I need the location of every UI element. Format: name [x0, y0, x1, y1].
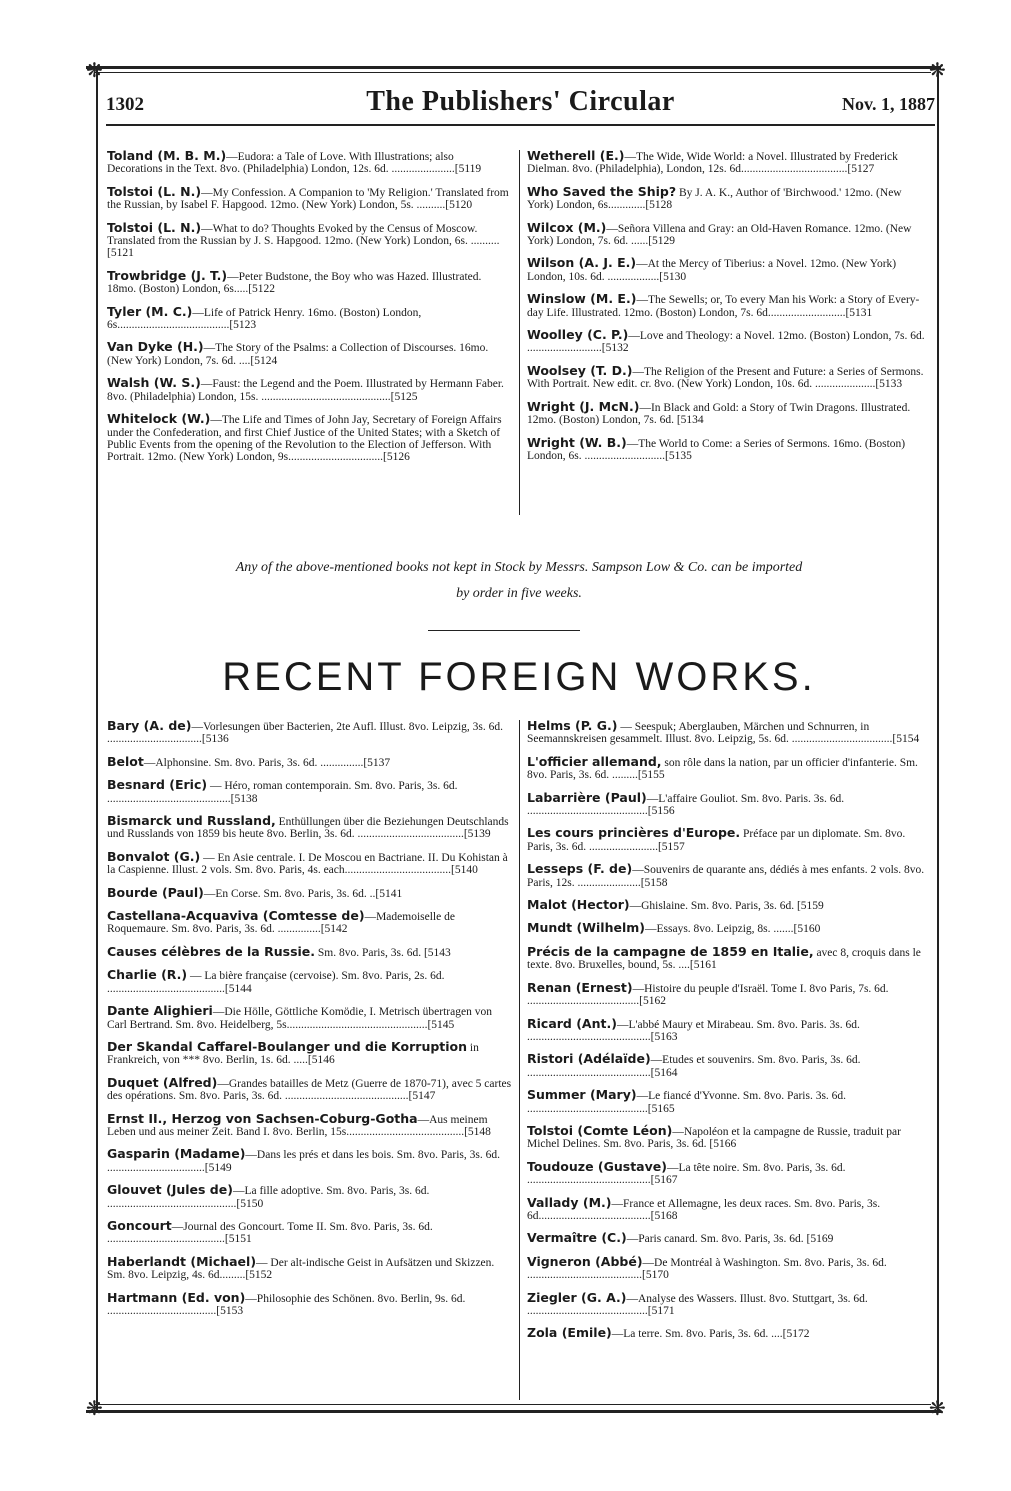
import-notice-line: by order in five weeks.: [456, 586, 582, 601]
book-entry: [527, 789, 929, 818]
book-description: —Napoléon et la campagne de Russie, traduit par Michel Delines. Sm. 8vo. Paris, 3s. 6d. [5166: [527, 1125, 901, 1151]
book-entry: [527, 1194, 929, 1223]
book-entry: [107, 720, 512, 746]
author-name: Whitelock (W.): [107, 411, 211, 427]
author-name: Walsh (W. S.): [107, 375, 201, 391]
book-description: —The Life and Times of John Jay, Secretary of Foreign Affairs under the Confederation, and first Chief Justice of the United States; with a Sketch of Public Events from the opening of the Revolution to the Election of Jefferson. With Portrait. 12mo. (New York) London, 9s.................................[5126: [107, 414, 502, 464]
author-name: Tyler (M. C.): [107, 303, 193, 319]
book-description: —Life of Patrick Henry. 16mo. (Boston) London, 6s.......................................[5123: [107, 306, 422, 332]
author-name: Ricard (Ant.): [527, 1015, 617, 1031]
book-description: —Analyse des Wassers. Illust. 8vo. Stuttgart, 3s. 6d. ..........................................[5171: [527, 1292, 868, 1317]
column-divider: [519, 720, 520, 1400]
book-description: —France et Allemagne, les deux races. Sm. 8vo. Paris, 3s. 6d.......................................[5168: [527, 1197, 881, 1222]
book-entry: [527, 1122, 929, 1151]
author-name: Wetherell (E.): [527, 148, 625, 163]
author-name: Tolstoi (L. N.): [107, 219, 202, 235]
author-name: Wilcox (M.): [527, 219, 607, 235]
author-name: Bourde (Paul): [107, 884, 204, 900]
book-entry: [527, 329, 929, 355]
book-description: —Faust: the Legend and the Poem. Illustrated by Hermann Faber. 8vo. (Philadelphia) London, 15s. .............................................[5125: [107, 378, 504, 403]
book-description: —L'abbé Maury et Mirabeau. Sm. 8vo. Paris. 3s. 6d. ...........................................[5163: [527, 1018, 860, 1043]
author-name: Goncourt: [107, 1217, 172, 1233]
book-description: son rôle dans la nation, par un officier d'infanterie. Sm. 8vo. Paris, 3s. 6d. .........[5155: [527, 756, 918, 782]
author-name: Malot (Hector): [527, 897, 630, 913]
author-name: Hartmann (Ed. von): [107, 1289, 246, 1305]
author-name: Tolstoi (L. N.): [107, 183, 202, 199]
book-entry: [527, 1053, 929, 1079]
book-entry: [527, 827, 929, 853]
author-name: Wright (W. B.): [527, 434, 627, 450]
book-description: —La tête noire. Sm. 8vo. Paris, 3s. 6d. ...........................................[5167: [527, 1161, 846, 1187]
left-border-line: [96, 66, 98, 1412]
book-entry: [107, 1253, 512, 1282]
book-entry: [527, 219, 929, 248]
book-entry: [107, 1038, 512, 1067]
book-description: Sm. 8vo. Paris, 3s. 6d. [5143: [315, 946, 451, 959]
corner-ornament-icon: ❋: [929, 58, 946, 82]
book-description: —Histoire du peuple d'Israël. Tome I. 8vo Paris, 7s. 6d. .......................................[5162: [527, 982, 889, 1008]
right-border-line: [937, 66, 939, 1412]
section-divider: [428, 630, 580, 631]
book-entry: [527, 1089, 929, 1115]
section-heading: RECENT FOREIGN WORKS.: [222, 655, 816, 699]
book-entry: [107, 1217, 512, 1246]
book-entry: [107, 884, 512, 900]
book-description: in Frankreich, von *** 8vo. Berlin, 1s. 6d. .....[5146: [107, 1041, 479, 1067]
book-entry: [107, 815, 512, 841]
bottom-border-inner-rule: [94, 1404, 931, 1405]
book-description: —Etudes et souvenirs. Sm. 8vo. Paris, 3s. 6d. ...........................................[5164: [527, 1054, 861, 1079]
import-notice: [107, 555, 931, 607]
author-name: Zola (Emile): [527, 1325, 612, 1341]
author-name: Wilson (A. J. E.): [527, 255, 637, 271]
author-name: Vigneron (Abbé): [527, 1253, 643, 1269]
foreign-works-right: [527, 720, 929, 1351]
author-name: Bary (A. de): [107, 718, 192, 733]
book-entry: [107, 303, 512, 332]
book-description: —Die Hölle, Göttliche Komödie, I. Metrisch übertragen von Carl Bertrand. Sm. 8vo. Heidelberg, 5s.................................................[5145: [107, 1006, 492, 1031]
book-description: Enthüllungen über die Beziehungen Deutschlands und Russlands von 1859 bis heute 8vo. Berlin, 3s. 6d. .....................................[5139: [107, 816, 509, 841]
book-entry: [527, 362, 929, 391]
book-description: —Le fiancé d'Yvonne. Sm. 8vo. Paris. 3s. 6d. ..........................................[5165: [527, 1090, 847, 1115]
book-description: avec 8, croquis dans le texte. 8vo. Bruxelles, bound, 5s. ....[5161: [527, 946, 921, 972]
author-name: Besnard (Eric): [107, 777, 208, 793]
author-name: L'officier allemand,: [527, 753, 662, 769]
author-name: Wright (J. McN.): [527, 398, 640, 414]
book-description: Préface par un diplomate. Sm. 8vo. Paris, 3s. 6d. ........................[5157: [527, 828, 906, 853]
book-entry: [527, 922, 929, 935]
book-description: —Señora Villena and Gray: an Old-Haven Romance. 12mo. (New York) London, 7s. 6d. ......[5129: [527, 222, 912, 248]
author-name: Summer (Mary): [527, 1087, 637, 1103]
author-name: Castellana-Acquaviva (Comtesse de): [107, 908, 365, 924]
book-entry: [107, 1184, 512, 1210]
author-name: Ziegler (G. A.): [527, 1289, 627, 1305]
book-description: —In Black and Gold: a Story of Twin Dragons. Illustrated. 12mo. (Boston) London, 7s. 6d. [5134: [527, 401, 911, 427]
book-description: —The Religion of the Present and Future: a Series of Sermons. With Portrait. New edit. cr. 8vo. (New York) London, 10s. 6d. .....................[5133: [527, 365, 924, 391]
author-name: Belot: [107, 753, 144, 769]
book-entry: [107, 1289, 512, 1318]
book-description: —Philosophie des Schönen. 8vo. Berlin, 9s. 6d. ......................................[5153: [107, 1292, 466, 1317]
author-name: Helms (P. G.): [527, 718, 618, 733]
author-name: Mundt (Wilhelm): [527, 920, 645, 936]
book-description: —Love and Theology: a Novel. 12mo. (Boston) London, 7s. 6d. ..........................[5132: [527, 330, 925, 355]
author-name: Tolstoi (Comte Léon): [527, 1122, 673, 1138]
book-description: —La terre. Sm. 8vo. Paris, 3s. 6d. ....[5172: [611, 1328, 810, 1341]
book-list-left: [107, 150, 512, 474]
book-list-right: [527, 150, 929, 472]
book-entry: [107, 969, 512, 995]
corner-ornament-icon: ❋: [86, 58, 103, 82]
book-description: —Alphonsine. Sm. 8vo. Paris, 3s. 6d. ...............[5137: [143, 756, 391, 769]
book-description: — Seespuk; Aberglauben, Märchen und Schnurren, in Seemannskreisen gesammelt. Illust. 8vo. Leipzig, 5s. 6d. ...................................[5154: [527, 721, 920, 746]
book-entry: [107, 1148, 512, 1174]
book-entry: [107, 219, 512, 260]
author-name: Renan (Ernest): [527, 979, 633, 995]
book-description: —The Sewells; or, To every Man his Work: a Story of Every-day Life. Illustrated. 12mo. (Boston) London, 7s. 6d...........................[5131: [527, 294, 920, 319]
author-name: Gasparin (Madame): [107, 1146, 246, 1162]
book-entry: [107, 943, 512, 959]
book-entry: [527, 1289, 929, 1318]
book-description: —Ghislaine. Sm. 8vo. Paris, 3s. 6d. [5159: [629, 900, 824, 913]
book-description: —Essays. 8vo. Leipzig, 8s. .......[5160: [644, 923, 821, 936]
book-entry: [527, 943, 929, 972]
book-description: — Héro, roman contemporain. Sm. 8vo. Paris, 3s. 6d. ...........................................[5138: [107, 780, 458, 805]
book-description: —What to do? Thoughts Evoked by the Census of Moscow. Translated from the Russian by J. S. Hapgood. 12mo. (New York) London, 6s. ..........[5121: [107, 222, 500, 260]
book-description: —Vorlesungen über Bacterien, 2te Aufl. Illust. 8vo. Leipzig, 3s. 6d. .................................[5136: [107, 721, 504, 746]
author-name: Bismarck und Russland,: [107, 813, 276, 829]
author-name: Les cours princières d'Europe.: [527, 825, 741, 841]
book-entry: [527, 899, 929, 912]
author-name: Ristori (Adélaïde): [527, 1051, 651, 1067]
author-name: Winslow (M. E.): [527, 291, 637, 307]
book-entry: [527, 753, 929, 782]
book-entry: [107, 1005, 512, 1031]
book-entry: [107, 341, 512, 367]
author-name: Charlie (R.): [107, 967, 188, 983]
book-entry: [107, 910, 512, 936]
book-entry: [527, 434, 929, 463]
foreign-works-left: [107, 720, 512, 1327]
author-name: Woolsey (T. D.): [527, 362, 633, 378]
author-name: Dante Alighieri: [107, 1003, 213, 1019]
book-description: —Grandes batailles de Metz (Guerre de 1870-71), avec 5 cartes des opérations. Sm. 8vo. Paris, 3s. 6d. ...........................................[5147: [107, 1077, 512, 1103]
import-notice-line: Any of the above-mentioned books not kept in Stock by Messrs. Sampson Low & Co. can be imported: [235, 560, 803, 575]
book-entry: [527, 398, 929, 427]
book-description: —Eudora: a Tale of Love. With Illustrations; also Decorations in the Text. 8vo. (Philadelphia) London, 12s. 6d. ......................[5119: [107, 151, 482, 176]
header-rule: [106, 124, 935, 126]
book-description: —Paris canard. Sm. 8vo. Paris, 3s. 6d. [5169: [626, 1233, 834, 1246]
author-name: Toudouze (Gustave): [527, 1158, 667, 1174]
book-entry: [527, 1015, 929, 1044]
book-entry: [527, 183, 929, 212]
book-entry: [107, 413, 512, 464]
book-description: —En Corse. Sm. 8vo. Paris, 3s. 6d. ..[5141: [203, 887, 403, 900]
book-entry: [107, 848, 512, 877]
book-description: —The Wide, Wide World: a Novel. Illustrated by Frederick Dielman. 8vo. (Philadelphia), London, 12s. 6d.....................................[5127: [527, 151, 898, 176]
book-entry: [527, 1327, 929, 1340]
book-description: —The World to Come: a Series of Sermons. 16mo. (Boston) London, 6s. ............................[5135: [527, 437, 906, 462]
author-name: Lesseps (F. de): [527, 861, 633, 877]
corner-ornament-icon: ❋: [86, 1396, 103, 1420]
book-description: —De Montréal à Washington. Sm. 8vo. Paris, 3s. 6d. ........................................[5170: [527, 1256, 887, 1282]
book-entry: [527, 1158, 929, 1187]
book-entry: [527, 979, 929, 1008]
book-description: —La fille adoptive. Sm. 8vo. Paris, 3s. 6d. .............................................[5150: [107, 1185, 430, 1210]
author-name: Toland (M. B. M.): [107, 148, 227, 163]
author-name: Woolley (C. P.): [527, 327, 629, 343]
book-description: By J. A. K., Author of 'Birchwood.' 12mo. (New York) London, 6s.............[5128: [527, 186, 902, 212]
author-name: Who Saved the Ship?: [527, 183, 677, 199]
book-description: —Aus meinem Leben und aus meiner Zeit. Band I. 8vo. Berlin, 15s.........................................[5148: [107, 1113, 491, 1138]
bottom-border-rule: [86, 1410, 941, 1413]
column-divider: [519, 150, 520, 515]
book-entry: [527, 863, 929, 889]
author-name: Trowbridge (J. T.): [107, 267, 228, 283]
author-name: Causes célèbres de la Russie.: [107, 943, 316, 959]
journal-title: The Publishers' Circular: [366, 86, 675, 117]
book-description: —Souvenirs de quarante ans, dédiés à mes enfants. 2 vols. 8vo. Paris, 12s. ......................[5158: [527, 864, 925, 889]
book-entry: [107, 753, 512, 769]
author-name: Précis de la campagne de 1859 en Italie,: [527, 943, 814, 959]
book-description: —Mademoiselle de Roquemaure. Sm. 8vo. Paris, 3s. 6d. ...............[5142: [107, 911, 455, 936]
book-entry: [107, 779, 512, 805]
author-name: Duquet (Alfred): [107, 1074, 218, 1090]
book-entry: [527, 1232, 929, 1245]
author-name: Der Skandal Caffarel-Boulanger und die Korruption: [107, 1038, 468, 1054]
book-description: — Der alt-indische Geist in Aufsätzen und Skizzen. Sm. 8vo. Leipzig, 4s. 6d.........[5152: [107, 1256, 495, 1282]
book-entry: [527, 720, 929, 746]
book-entry: [527, 1253, 929, 1282]
book-entry: [527, 257, 929, 283]
author-name: Vallady (M.): [527, 1194, 612, 1210]
book-entry: [107, 183, 512, 212]
book-entry: [527, 293, 929, 319]
author-name: Glouvet (Jules de): [107, 1182, 233, 1198]
author-name: Van Dyke (H.): [107, 339, 204, 355]
book-description: —Journal des Goncourt. Tome II. Sm. 8vo. Paris, 3s. 6d. .........................................[5151: [107, 1220, 433, 1246]
top-border-inner-rule: [94, 72, 931, 73]
author-name: Bonvalot (G.): [107, 848, 201, 864]
corner-ornament-icon: ❋: [929, 1396, 946, 1420]
top-border-rule: [86, 66, 941, 69]
author-name: Ernst II., Herzog von Sachsen-Coburg-Gotha: [107, 1110, 418, 1126]
book-description: —Dans les prés et dans les bois. Sm. 8vo. Paris, 3s. 6d. ..................................[5149: [107, 1149, 500, 1174]
book-entry: [107, 267, 512, 296]
author-name: Vermaître (C.): [527, 1230, 627, 1246]
book-description: —L'affaire Gouliot. Sm. 8vo. Paris. 3s. 6d. ..........................................[5156: [527, 792, 845, 818]
author-name: Haberlandt (Michael): [107, 1253, 257, 1269]
book-entry: [527, 150, 929, 176]
book-description: —At the Mercy of Tiberius: a Novel. 12mo. (New York) London, 10s. 6d. ..................[5130: [527, 258, 897, 283]
book-description: —The Story of the Psalms: a Collection of Discourses. 16mo. (New York) London, 7s. 6d. ....[5124: [107, 342, 489, 367]
book-description: — La bière française (cervoise). Sm. 8vo. Paris, 2s. 6d. .........................................[5144: [107, 970, 445, 995]
book-entry: [107, 150, 512, 176]
page-header: [106, 86, 935, 120]
book-entry: [107, 1074, 512, 1103]
book-entry: [107, 1110, 512, 1139]
book-entry: [107, 377, 512, 403]
issue-date: Nov. 1, 1887: [841, 94, 935, 114]
author-name: Labarrière (Paul): [527, 789, 647, 805]
book-description: — En Asie centrale. I. De Moscou en Bactriane. II. Du Kohistan à la Caspienne. Illust. 2 vols. Sm. 8vo. Paris, 4s. each.....................................[5140: [107, 851, 508, 877]
page-number: 1302: [106, 94, 144, 115]
book-description: —Peter Budstone, the Boy who was Hazed. Illustrated. 18mo. (Boston) London, 6s.....[5122: [107, 270, 482, 296]
book-description: —My Confession. A Companion to 'My Religion.' Translated from the Russian, by Isabel F. Hapgood. 12mo. (New York) London, 5s. ..........[5120: [107, 186, 509, 212]
